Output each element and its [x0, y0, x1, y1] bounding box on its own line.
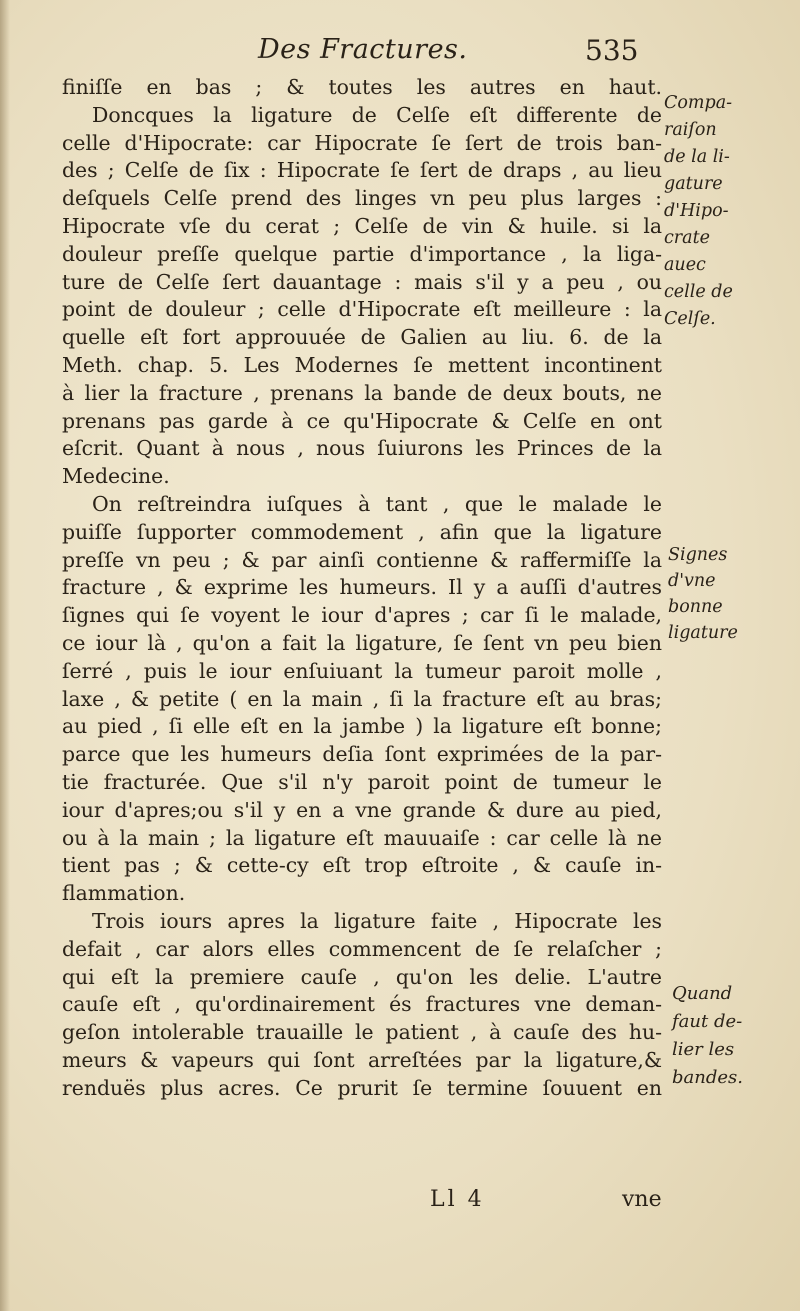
text-line: ce iour là , qu'on a fait la ligature, ſe ſent vn peu bien	[62, 630, 662, 655]
page-header	[0, 34, 800, 74]
text-line: iour d'apres;ou s'il y en a vne grande & dure au pied,	[62, 797, 662, 822]
margin-note-when	[672, 980, 782, 1092]
margin-note-signs	[668, 542, 778, 646]
running-title: Des Fractures.	[258, 34, 468, 65]
text-line: ſerré , puis le iour enſuiuant la tumeur paroit molle ,	[62, 658, 662, 683]
text-line: preſſe vn peu ; & par ainſi contienne & raffermiſſe la	[62, 547, 662, 572]
margin-note-line: Signes	[668, 545, 728, 565]
text-line: au pied , ſi elle eſt en la jambe ) la ligature eſt bonne;	[62, 714, 662, 739]
text-line: defait , car alors elles commencent de ſe relaſcher ;	[62, 936, 662, 961]
text-line: Medecine.	[62, 464, 170, 489]
text-line: ou à la main ; la ligature eſt mauuaiſe : car celle là ne	[62, 825, 662, 850]
text-line: eſcrit. Quant à nous , nous ſuiurons les Princes de la	[62, 436, 662, 461]
text-line: celle d'Hipocrate: car Hipocrate ſe ſert de trois ban-	[62, 130, 662, 155]
text-line: à lier la fracture , prenans la bande de deux bouts, ne	[62, 380, 662, 405]
margin-note-line: bandes.	[672, 1067, 743, 1088]
margin-note-comparison	[664, 90, 794, 333]
page-gutter-shadow	[0, 0, 10, 1311]
text-line: Doncques la ligature de Celſe eſt differente de	[92, 102, 662, 127]
margin-note-line: raiſon	[664, 120, 717, 140]
text-line: douleur preſſe quelque partie d'importance , la liga-	[62, 241, 662, 266]
text-line: puiſſe ſupporter commodement , afin que la ligature	[62, 519, 662, 544]
text-line: cauſe eſt , qu'ordinairement és fractures vne deman-	[62, 992, 662, 1017]
text-line: renduës plus acres. Ce prurit ſe termine ſouuent en	[62, 1075, 662, 1100]
text-line: tie fracturée. Que s'il n'y paroit point de tumeur le	[62, 769, 662, 794]
text-line: fracture , & exprime les humeurs. Il y a auſſi d'autres	[62, 575, 662, 600]
margin-note-line: faut de-	[672, 1011, 743, 1032]
text-line: laxe , & petite ( en la main , ſi la fracture eſt au bras;	[62, 686, 662, 711]
text-line: finiſſe en bas ; & toutes les autres en haut.	[62, 75, 662, 99]
text-line: ſignes qui ſe voyent le iour d'apres ; car ſi le malade,	[62, 603, 662, 628]
margin-note-line: gature	[664, 174, 723, 194]
text-line: qui eſt la premiere cauſe , qu'on les delie. L'autre	[62, 964, 662, 989]
catchword: vne	[622, 1187, 662, 1212]
margin-note-line: Compa-	[664, 93, 733, 113]
margin-note-line: d'vne	[668, 571, 716, 591]
signature-mark: Ll 4	[430, 1187, 485, 1212]
text-line: des ; Celſe de ſix : Hipocrate ſe ſert de draps , au lieu	[62, 158, 662, 183]
text-line: tient pas ; & cette-cy eſt trop eſtroite , & cauſe in-	[62, 853, 662, 878]
text-line: Trois iours apres la ligature faite , Hipocrate les	[92, 908, 662, 933]
text-line: flammation.	[62, 881, 186, 906]
text-line: On reſtreindra iuſques à tant , que le malade le	[92, 491, 662, 516]
margin-note-line: crate	[664, 228, 710, 248]
text-line: Hipocrate vſe du cerat ; Celſe de vin & huile. si la	[62, 213, 662, 238]
margin-note-line: Celſe.	[664, 309, 716, 329]
margin-note-line: lier les	[672, 1039, 735, 1060]
text-line: quelle eſt fort approuuée de Galien au liu. 6. de la	[62, 325, 662, 350]
margin-note-line: auec	[664, 255, 706, 275]
text-line: point de douleur ; celle d'Hipocrate eſt meilleure : la	[62, 297, 662, 322]
body-text	[62, 74, 662, 1102]
text-line: parce que les humeurs deſia ſont exprimées de la par-	[62, 742, 662, 767]
page-number: 535	[585, 34, 639, 67]
margin-note-line: Quand	[672, 983, 733, 1004]
text-line: prenans pas garde à ce qu'Hipocrate & Celſe en ont	[62, 408, 662, 433]
margin-note-line: celle de	[664, 282, 733, 302]
margin-note-line: ligature	[668, 623, 738, 643]
margin-note-line: d'Hipo-	[664, 201, 729, 221]
margin-note-line: bonne	[668, 597, 723, 617]
text-line: geſon intolerable trauaille le patient , à cauſe des hu-	[62, 1020, 662, 1045]
text-line: deſquels Celſe prend des linges vn peu plus larges :	[62, 186, 662, 211]
margin-note-line: de la li-	[664, 147, 730, 167]
text-line: Meth. chap. 5. Les Modernes ſe mettent incontinent	[62, 352, 662, 377]
text-line: ture de Celſe ſert dauantage : mais s'il y a peu , ou	[62, 269, 662, 294]
text-line: meurs & vapeurs qui ſont arreſtées par la ligature,&	[62, 1047, 662, 1072]
